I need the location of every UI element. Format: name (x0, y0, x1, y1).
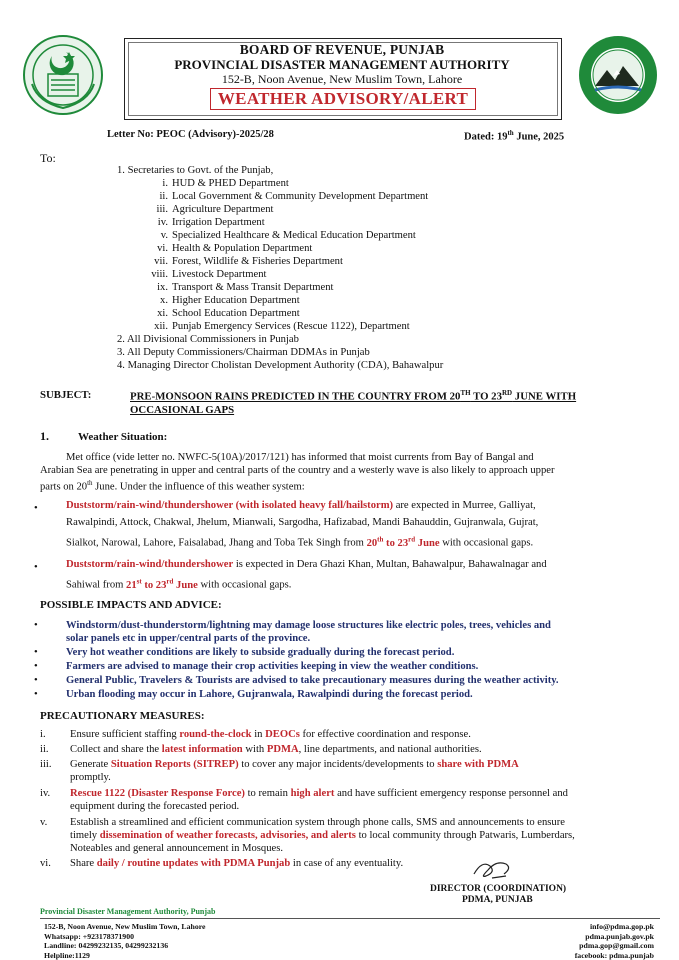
impact-3: Farmers are advised to manage their crop activities keeping in view the weather conditions. (66, 661, 479, 672)
forecast-bullet-2-line-2: Sahiwal from 21st to 23rd June with occasional gaps. (66, 577, 292, 591)
department-name: School Education Department (172, 308, 300, 319)
measure-2: Collect and share the latest information with PDMA, line departments, and national authorities. (70, 744, 482, 755)
department-number: vi. (157, 243, 168, 254)
impact-2: Very hot weather conditions are likely to subside gradually during the forecast period. (66, 647, 455, 658)
department-item (146, 320, 428, 333)
measure-number: iv. (40, 788, 51, 799)
department-name: HUD & PHED Department (172, 178, 289, 189)
measure-5-line-2: timely dissemination of weather forecasts, advisories, and alerts to local community through Patwaris, Lumberdars, (70, 830, 575, 841)
department-name: Transport & Mass Transit Department (172, 282, 334, 293)
forecast-bullet-1-line-3: Sialkot, Narowal, Lahore, Faisalabad, Jhang and Toba Tek Singh from 20th to 23rd June with occasional gaps. (66, 535, 534, 549)
measure-number: i. (40, 729, 46, 740)
paragraph-line-3: parts on 20th June. Under the influence of this weather system: (40, 479, 305, 493)
impacts-title: POSSIBLE IMPACTS AND ADVICE: (40, 599, 222, 611)
recipient-2: 2. All Divisional Commissioners in Punjab (117, 334, 299, 345)
department-item (146, 294, 428, 307)
org-title: BOARD OF REVENUE, PUNJAB (239, 42, 445, 57)
paragraph-line-1: Met office (vide letter no. NWFC-5(10A)/2017/121) has informed that moist currents from Bay of Bangal and (66, 452, 534, 463)
bullet-dot: • (34, 661, 38, 672)
department-number: ix. (157, 282, 168, 293)
department-item (146, 216, 428, 229)
bullet-dot: • (34, 562, 38, 573)
department-name: Punjab Emergency Services (Rescue 1122), Department (172, 321, 410, 332)
email-link[interactable]: info@pdma.gop.pk (589, 922, 654, 931)
department-item (146, 281, 428, 294)
impact-5: Urban flooding may occur in Lahore, Gujranwala, Rawalpindi during the forecast period. (66, 689, 473, 700)
paragraph-line-2: Arabian Sea are penetrating in upper and central parts of the country and a westerly wave is also likely to approach upper (40, 465, 555, 476)
forecast-bullet-1-line-2: Rawalpindi, Attock, Chakwal, Jhelum, Mianwali, Sargodha, Hafizabad, Mandi Bahauddin, Gujranwala, Gujrat, (66, 517, 539, 528)
bullet-dot: • (34, 620, 38, 631)
department-item (146, 229, 428, 242)
department-number: viii. (151, 269, 168, 280)
department-name: Agriculture Department (172, 204, 274, 215)
subject-line-2: OCCASIONAL GAPS (130, 404, 235, 416)
measure-5-line-1: Establish a streamlined and efficient communication system through phone calls, SMS and announcements to ensure (70, 817, 565, 828)
director-signature (470, 852, 518, 884)
bullet-dot: • (34, 675, 38, 686)
measure-5-line-3: Noteables and general announcement in Mosques. (70, 843, 283, 854)
letter-number: Letter No: PEOC (Advisory)-2025/28 (107, 129, 274, 140)
measure-1: Ensure sufficient staffing round-the-clock in DEOCs for effective coordination and response. (70, 729, 471, 740)
advisory-banner: WEATHER ADVISORY/ALERT (210, 88, 476, 110)
forecast-bullet-2-line-1: Duststorm/rain-wind/thundershower is expected in Dera Ghazi Khan, Multan, Bahawalpur, Bahawalnagar and (66, 559, 547, 570)
org-subtitle: PROVINCIAL DISASTER MANAGEMENT AUTHORITY (174, 57, 510, 72)
facebook-link[interactable]: facebook: pdma.punjab (574, 950, 654, 960)
department-number: x. (160, 295, 168, 306)
department-name: Higher Education Department (172, 295, 300, 306)
department-number: v. (160, 230, 168, 241)
measure-6: Share daily / routine updates with PDMA Punjab in case of any eventuality. (70, 858, 404, 869)
department-name: Livestock Department (172, 269, 267, 280)
department-number: vii. (154, 256, 168, 267)
section-number: 1. (40, 429, 49, 443)
department-item (146, 307, 428, 320)
department-name: Local Government & Community Development Department (172, 191, 429, 202)
recipient-4: 4. Managing Director Cholistan Development Authority (CDA), Bahawalpur (117, 360, 444, 371)
subject-line-1: PRE-MONSOON RAINS PREDICTED IN THE COUNTRY FROM 20TH TO 23RD JUNE WITH (130, 389, 577, 403)
department-item (146, 268, 428, 281)
forecast-bullet-1-line-1: Duststorm/rain-wind/thundershower (with isolated heavy fall/hailstorm) are expected in Murree, Galliyat, (66, 500, 536, 511)
department-name: Health & Population Department (172, 243, 313, 254)
department-item (146, 203, 428, 216)
gmail-link[interactable]: pdma.gop@gmail.com (579, 941, 654, 950)
footer-contact-left: 152-B, Noon Avenue, New Muslim Town, Lahore Whatsapp: +923178371900 Landline: 04299232135, 04299232136 Helpline:1129 (44, 922, 206, 960)
impact-4: General Public, Travelers & Tourists are advised to take precautionary measures during the weather activity. (66, 675, 559, 686)
pdma-punjab-logo (577, 34, 659, 116)
measure-4-line-1: Rescue 1122 (Disaster Response Force) to remain high alert and have sufficient emergency response personnel and (70, 788, 568, 799)
measure-4-line-2: equipment during the forecasted period. (70, 801, 240, 812)
department-item (146, 242, 428, 255)
department-name: Forest, Wildlife & Fisheries Department (172, 256, 343, 267)
website-link[interactable]: pdma.punjab.gov.pk (585, 931, 654, 941)
department-list (146, 177, 428, 333)
department-number: xii. (154, 321, 168, 332)
footer-org: Provincial Disaster Management Authority, Punjab (40, 907, 216, 916)
bullet-dot: • (34, 503, 38, 514)
signature-title: DIRECTOR (COORDINATION) (430, 884, 567, 894)
bullet-dot: • (34, 647, 38, 658)
to-label: To: (40, 151, 56, 165)
org-address: 152-B, Noon Avenue, New Muslim Town, Lahore (221, 72, 463, 86)
department-item (146, 255, 428, 268)
measure-number: ii. (40, 744, 49, 755)
measure-number: iii. (40, 759, 52, 770)
department-number: iv. (157, 217, 168, 228)
impact-1-line-2: solar panels etc in upper/central parts of the province. (66, 633, 311, 644)
subject-label: SUBJECT: (40, 389, 92, 401)
department-number: i. (162, 178, 168, 189)
footer-divider (40, 918, 660, 919)
department-number: ii. (159, 191, 168, 202)
measure-3-line-1: Generate Situation Reports (SITREP) to cover any major incidents/developments to share with PDMA (70, 759, 519, 770)
department-item (146, 177, 428, 190)
recipient-1: 1. Secretaries to Govt. of the Punjab, (117, 165, 274, 176)
department-name: Irrigation Department (172, 217, 265, 228)
measure-number: v. (40, 817, 48, 828)
department-number: iii. (156, 204, 168, 215)
bullet-dot: • (34, 689, 38, 700)
department-name: Specialized Healthcare & Medical Education Department (172, 230, 416, 241)
section-title: Weather Situation: (78, 431, 168, 443)
footer-contact-right (440, 922, 654, 960)
department-item (146, 190, 428, 203)
signature-org: PDMA, PUNJAB (462, 895, 533, 905)
impact-1-line-1: Windstorm/dust-thunderstorm/lightning may damage loose structures like electric poles, trees, vehicles and (66, 620, 551, 631)
recipient-3: 3. All Deputy Commissioners/Chairman DDMAs in Punjab (117, 347, 370, 358)
punjab-government-logo (22, 34, 104, 116)
measure-3-line-2: promptly. (70, 772, 111, 783)
letter-date: Dated: 19th June, 2025 (464, 129, 565, 143)
measure-number: vi. (40, 858, 51, 869)
department-number: xi. (157, 308, 168, 319)
measures-title: PRECAUTIONARY MEASURES: (40, 710, 205, 722)
